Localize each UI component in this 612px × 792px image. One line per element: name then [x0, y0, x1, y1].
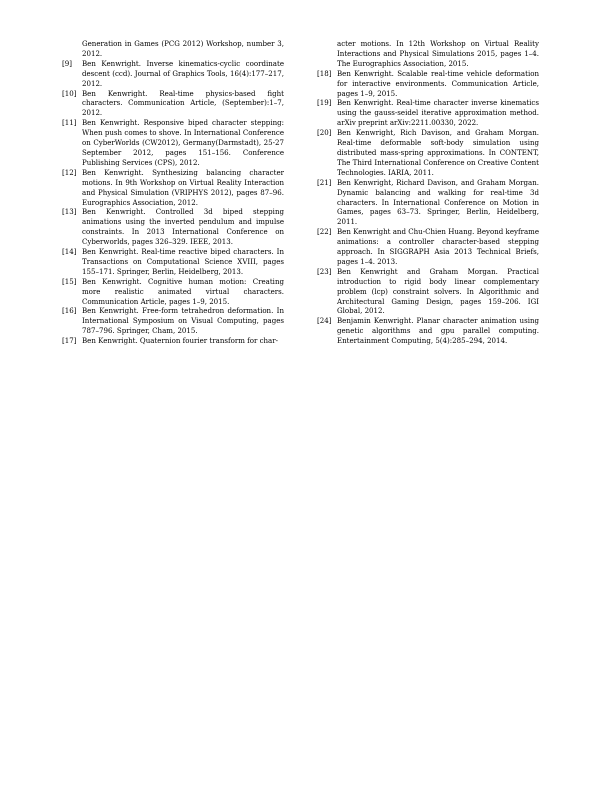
reference-entry [62, 207, 284, 247]
reference-text: Ben Kenwright. Responsive biped character stepping: When push comes to shove. In International Conference on CyberWorlds (CW2012), Germany(Darmstadt), 25-27 September 2012, pages 151–156. Conference Publishing Services (CPS), 2012. [82, 118, 284, 167]
reference-entry [62, 118, 284, 168]
reference-number: [22] [317, 227, 332, 237]
reference-text: Benjamin Kenwright. Planar character animation using genetic algorithms and gpu parallel computing. Entertainment Computing, 5(4):285–294, 2014. [337, 316, 539, 346]
reference-text: Ben Kenwright. Quaternion fourier transform for char- [82, 336, 279, 346]
reference-number: [18] [317, 68, 332, 78]
reference-number: [17] [62, 336, 77, 346]
reference-text: Ben Kenwright. Free-form tetrahedron deformation. In International Symposium on Visual Computing, pages 787–796. Springer, Cham, 2015. [82, 306, 284, 336]
reference-text: Ben Kenwright, Rich Davison, and Graham Morgan. Real-time deformable soft-body simulation using distributed mass-spring approximations. In CONTENT, The Third International Conference on Creative Content Technologies. IARIA, 2011. [337, 128, 539, 177]
reference-entry [62, 336, 284, 346]
reference-entry [62, 306, 284, 336]
reference-number: [24] [317, 316, 332, 326]
reference-entry [317, 69, 539, 99]
reference-number: [9] [62, 58, 72, 68]
reference-entry [317, 128, 539, 178]
reference-number: [10] [62, 88, 77, 98]
reference-text: Ben Kenwright. Real-time reactive biped characters. In Transactions on Computational Science XVIII, pages 155–171. Springer, Berlin, Heidelberg, 2013. [82, 247, 284, 276]
reference-number: [19] [317, 98, 332, 108]
reference-text: Ben Kenwright. Cognitive human motion: Creating more realistic animated virtual characters. Communication Article, pages 1–9, 2015. [82, 276, 284, 306]
reference-entry [317, 98, 539, 128]
reference-number: [13] [62, 207, 77, 217]
reference-entry [317, 267, 539, 317]
reference-entry [317, 316, 539, 346]
reference-text: Ben Kenwright. Real-time character inverse kinematics using the gauss-seidel iterative approximation method. arXiv preprint arXiv:2211.00330, 2022. [337, 98, 539, 128]
reference-text: Ben Kenwright. Inverse kinematics-cyclic coordinate descent (ccd). Journal of Graphics Tools, 16(4):177–217, 2012. [82, 58, 284, 88]
reference-text: Ben Kenwright and Chu-Chien Huang. Beyond keyframe animations: a controller character-based stepping approach. In SIGGRAPH Asia 2013 Technical Briefs, pages 1–4. 2013. [337, 227, 539, 266]
reference-entry [317, 227, 539, 267]
reference-entry [62, 168, 284, 208]
reference-number: [12] [62, 167, 77, 177]
reference-entry [62, 247, 284, 277]
reference-entry [62, 277, 284, 307]
references-left-column [62, 39, 284, 346]
reference-number: [20] [317, 128, 332, 138]
reference-text: Ben Kenwright. Controlled 3d biped stepping animations using the inverted pendulum and impulse constraints. In 2013 International Conference on Cyberworlds, pages 326–329. IEEE, 2013. [82, 207, 284, 247]
reference-continuation [317, 39, 539, 69]
reference-entry [317, 178, 539, 228]
reference-text: Ben Kenwright. Scalable real-time vehicle deformation for interactive environments. Communication Article, pages 1–9, 2015. [337, 68, 539, 98]
reference-number: [23] [317, 266, 332, 276]
reference-number: [15] [62, 276, 77, 286]
reference-text: Ben Kenwright. Synthesizing balancing character motions. In 9th Workshop on Virtual Reality Interaction and Physical Simulation (VRIPHYS 2012), pages 87–96. Eurographics Association, 2012. [82, 167, 284, 207]
reference-text: Ben Kenwright. Real-time physics-based fight characters. Communication Article, (September):1–7, 2012. [82, 88, 284, 118]
reference-text: Ben Kenwright, Richard Davison, and Graham Morgan. Dynamic balancing and walking for real-time 3d characters. In International Conference on Motion in Games, pages 63–73. Springer, Berlin, Heidelberg, 2011. [337, 177, 539, 227]
reference-number: [21] [317, 177, 332, 187]
reference-text: acter motions. In 12th Workshop on Virtual Reality Interactions and Physical Simulations 2015, pages 1–4. The Eurographics Association, 2015. [337, 39, 539, 68]
reference-entry [62, 89, 284, 119]
reference-number: [11] [62, 118, 77, 128]
reference-text: Ben Kenwright and Graham Morgan. Practical introduction to rigid body linear complementary problem (lcp) constraint solvers. In Algorithmic and Architectural Gaming Design, pages 159–206. IGI Global, 2012. [337, 266, 539, 316]
reference-number: [14] [62, 247, 77, 257]
reference-continuation [62, 39, 284, 59]
references-right-column [317, 39, 539, 346]
reference-entry [62, 59, 284, 89]
reference-number: [16] [62, 306, 77, 316]
reference-text: Generation in Games (PCG 2012) Workshop, number 3, 2012. [82, 39, 284, 58]
